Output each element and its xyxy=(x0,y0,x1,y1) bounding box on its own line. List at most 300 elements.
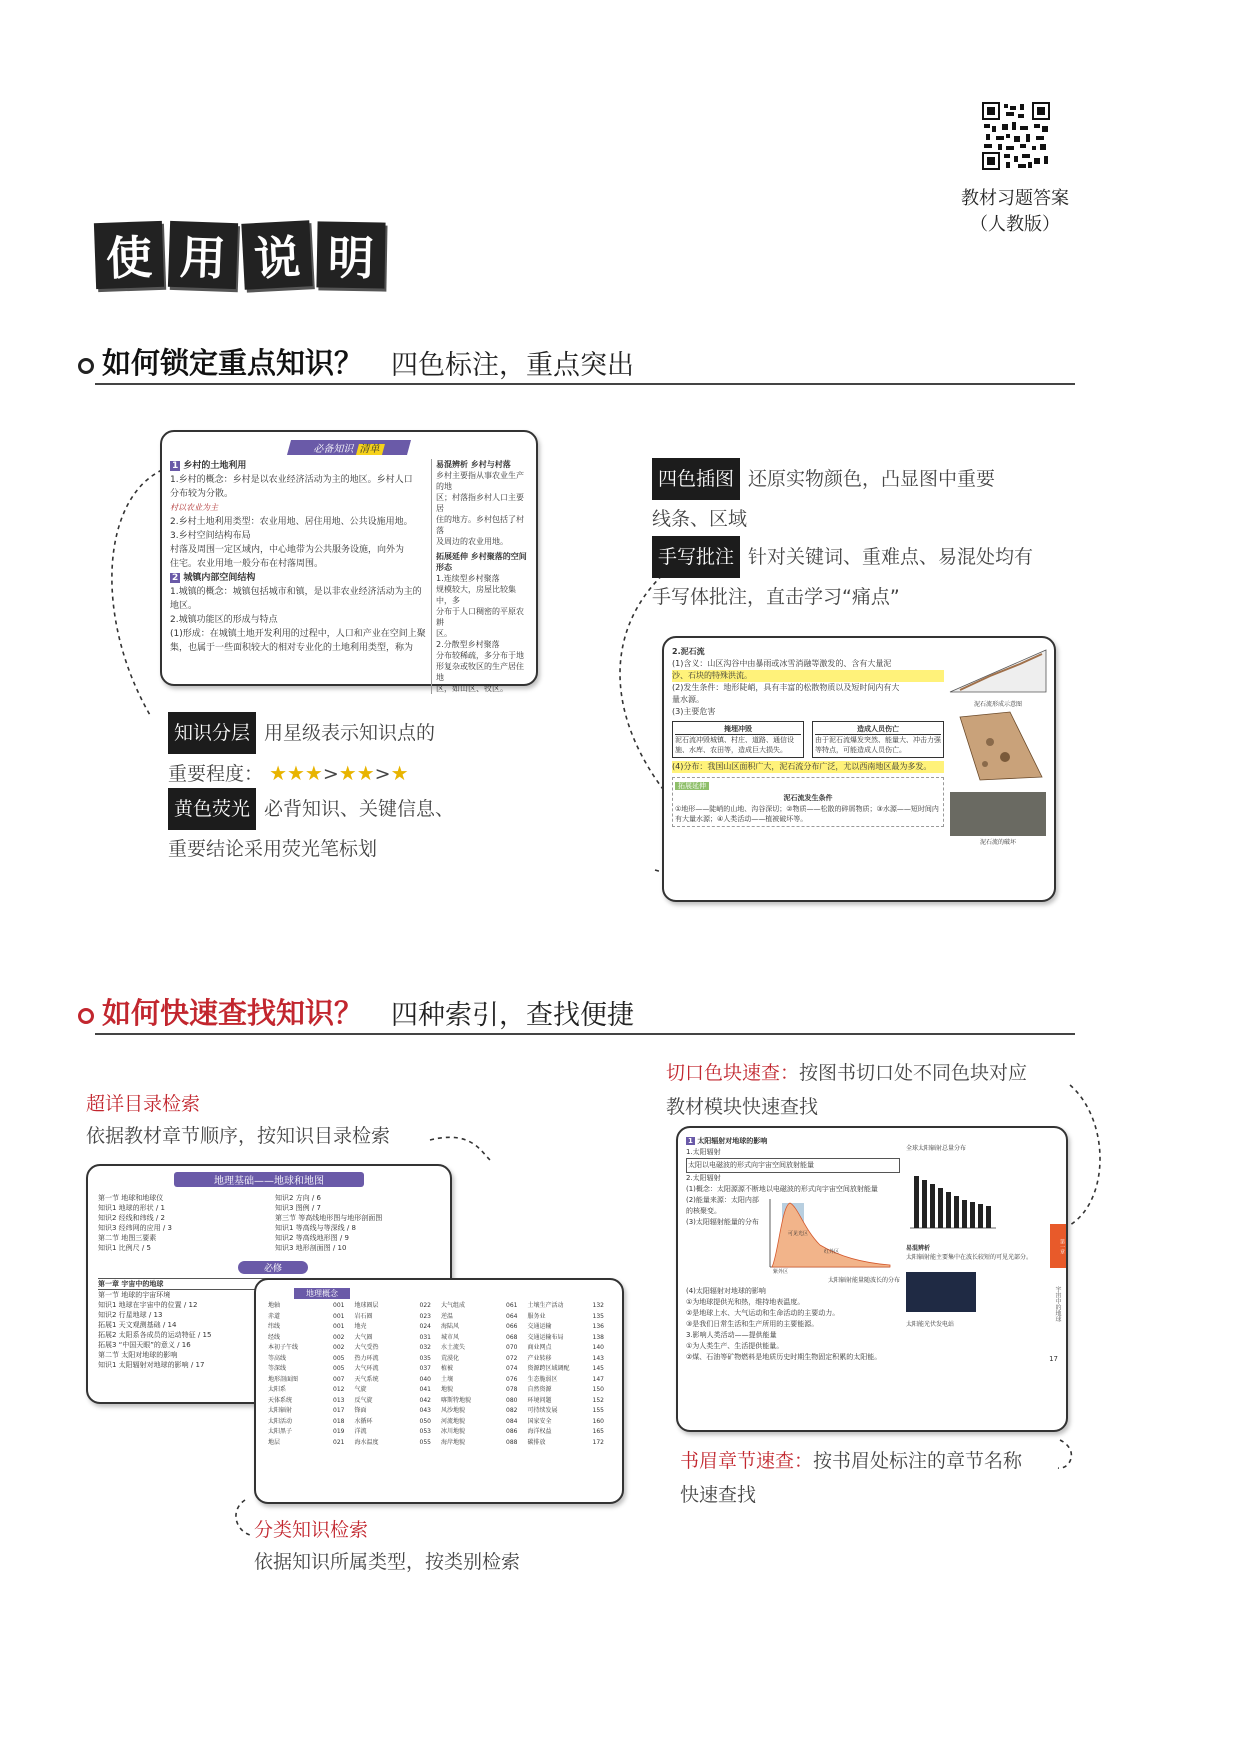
category-page: 172 xyxy=(592,1438,604,1446)
category-term: 冰川地貌 xyxy=(441,1428,466,1435)
category-entry[interactable] xyxy=(268,1322,351,1333)
debris-line: (1)含义：山区沟谷中由暴雨或冰雪消融等激发的、含有大量泥 xyxy=(672,659,892,668)
category-entry[interactable] xyxy=(528,1343,611,1354)
category-entry[interactable] xyxy=(441,1396,524,1407)
category-page: 001 xyxy=(333,1302,345,1309)
debris-figures xyxy=(950,646,1046,850)
category-term: 等深线 xyxy=(268,1365,287,1372)
solar-line: ②煤、石油等矿物燃料是地质历史时期生物固定积累的太阳能。 xyxy=(686,1353,882,1361)
category-entry[interactable] xyxy=(441,1354,524,1365)
figure-caption-2: 泥石流的破坏 xyxy=(979,839,1016,846)
toc-chapter-title: 第一章 宇宙中的地球 xyxy=(98,1278,440,1290)
category-entry[interactable] xyxy=(355,1406,438,1417)
toc-item: 知识1 地球在宇宙中的位置 / 12 xyxy=(98,1301,198,1309)
category-entry[interactable] xyxy=(268,1301,351,1312)
category-page: 165 xyxy=(592,1428,604,1435)
category-entry[interactable] xyxy=(268,1343,351,1354)
category-entry[interactable] xyxy=(441,1333,524,1344)
sidebar-title3: 拓展延伸 xyxy=(436,552,468,561)
category-entry[interactable] xyxy=(268,1396,351,1407)
category-term: 资源跨区域调配 xyxy=(527,1365,570,1372)
sidebar-line: 住的地方。乡村包括了村落 xyxy=(436,515,524,535)
toc-item: 知识1 等高线与等深线 / 8 xyxy=(275,1224,356,1232)
debris-distribution: (4)分布：我国山区面积广大，泥石流分布广泛，尤以西南地区最为多发。 xyxy=(672,761,944,773)
toc-text: 依据教材章节顺序，按知识目录检索 xyxy=(86,1125,391,1147)
category-term: 纬线 xyxy=(268,1323,281,1330)
sidebar-line: 区，如山区、牧区。 xyxy=(436,684,508,693)
category-page: 001 xyxy=(333,1312,345,1320)
category-term: 大气组成 xyxy=(441,1302,466,1309)
category-entry[interactable] xyxy=(528,1322,611,1333)
toc-item: 知识1 太阳辐射对地球的影响 / 17 xyxy=(98,1361,205,1369)
category-entry[interactable] xyxy=(528,1427,611,1438)
category-entry[interactable] xyxy=(528,1438,611,1449)
solar-line: ②是地球上水、大气运动和生命活动的主要动力。 xyxy=(686,1309,840,1317)
sidebar-line: 及周边的农业用地。 xyxy=(436,537,508,546)
knowledge-heading1: 乡村的土地利用 xyxy=(183,461,247,471)
category-page: 043 xyxy=(419,1407,431,1414)
category-page: 076 xyxy=(506,1375,518,1383)
toc-item: 知识2 行星地球 / 13 xyxy=(98,1311,163,1319)
category-page: 017 xyxy=(333,1407,345,1414)
category-page: 013 xyxy=(333,1396,345,1404)
callout-toc xyxy=(86,1088,390,1152)
header-search-text: 按书眉处标注的章节名称 xyxy=(813,1450,1023,1472)
spectrum-caption: 太阳辐射能量随波长的分布 xyxy=(827,1277,900,1284)
color-block-text2: 教材模块快速查找 xyxy=(666,1096,819,1118)
slope-diagram xyxy=(950,646,1046,694)
extension-text: ①地形——陡峭的山地、沟谷深切；②物质——松散的碎屑物质；③水源——短时间内有大量水源；④人类活动——植被破坏等。 xyxy=(675,805,939,823)
category-entry[interactable] xyxy=(268,1354,351,1365)
category-term: 海洋权益 xyxy=(527,1428,552,1435)
toc-chapter-tag: 必修 xyxy=(238,1261,308,1274)
category-tab: 地理概念 xyxy=(294,1288,350,1299)
category-page: 068 xyxy=(506,1333,518,1341)
category-entry[interactable] xyxy=(355,1312,438,1323)
side-note-text: 太阳辐射能主要集中在波长较短的可见光部分。 xyxy=(906,1254,1033,1261)
category-entry[interactable] xyxy=(441,1406,524,1417)
category-page: 072 xyxy=(506,1354,518,1362)
highlight-text2: 重要结论采用荧光笔标划 xyxy=(168,838,378,860)
category-term: 天体系统 xyxy=(268,1396,293,1404)
hazard-box-1-title: 掩埋冲毁 xyxy=(675,724,801,735)
category-page: 018 xyxy=(333,1417,345,1425)
category-term: 海岸地貌 xyxy=(441,1438,466,1446)
toc-label: 超详目录检索 xyxy=(86,1093,201,1115)
highlight-text: 必背知识、关键信息、 xyxy=(264,798,455,820)
sidebar-title2: 乡村与村落 xyxy=(470,460,511,469)
sidebar-title: 易混辨析 xyxy=(436,460,468,469)
category-term: 碳排放 xyxy=(527,1438,546,1446)
category-entry[interactable] xyxy=(355,1427,438,1438)
category-page: 088 xyxy=(506,1438,518,1446)
category-entry[interactable] xyxy=(528,1312,611,1323)
category-page: 012 xyxy=(333,1386,345,1393)
category-page: 160 xyxy=(592,1417,604,1425)
category-entry[interactable] xyxy=(355,1375,438,1386)
category-entry[interactable] xyxy=(528,1396,611,1407)
knowledge-header-text: 必备知识 xyxy=(312,444,356,455)
toc-item: 知识3 地形剖面图 / 10 xyxy=(275,1244,347,1252)
layering-text2: 重要程度： xyxy=(168,763,264,785)
knowledge-line: 分布较为分散。 xyxy=(170,489,234,499)
category-page: 132 xyxy=(592,1302,604,1309)
toc-item: 知识1 地球的形状 / 1 xyxy=(98,1204,165,1212)
handwritten-label: 手写批注 xyxy=(652,536,740,578)
toc-item: 知识2 方向 / 6 xyxy=(275,1194,321,1202)
category-term: 本初子午线 xyxy=(268,1344,299,1351)
category-entry[interactable] xyxy=(268,1438,351,1449)
toc-item: 知识2 等高线地形图 / 9 xyxy=(275,1234,349,1242)
section2-question: 如何快速查找知识？ xyxy=(102,996,364,1030)
category-term: 经线 xyxy=(268,1333,281,1341)
category-entry[interactable] xyxy=(441,1385,524,1396)
knowledge-line: 村落及周围一定区域内，中心地带为公共服务设施，向外为 xyxy=(170,545,405,555)
sample-page-debris-flow xyxy=(662,636,1056,902)
callout-header-search xyxy=(680,1444,1022,1512)
qr-caption-line2: （人教版） xyxy=(970,214,1060,235)
solar-line: 2.太阳辐射 xyxy=(686,1174,721,1182)
debris-line: 量水源。 xyxy=(672,695,704,704)
solar-heading: 太阳辐射对地球的影响 xyxy=(697,1137,768,1145)
color-illustration-text2: 线条、区域 xyxy=(652,508,748,530)
category-entry[interactable] xyxy=(528,1385,611,1396)
section2-header xyxy=(78,986,1078,1032)
toc-item: 第一节 地球的宇宙环境 xyxy=(98,1291,171,1299)
category-entry[interactable] xyxy=(355,1354,438,1365)
qr-caption xyxy=(940,186,1090,238)
category-entry[interactable] xyxy=(355,1385,438,1396)
category-entry[interactable] xyxy=(268,1375,351,1386)
category-term: 地壳 xyxy=(354,1323,367,1330)
handwritten-note: 村以农业为主 xyxy=(170,503,218,512)
sidebar-line: 规模较大，房屋比较集中，多 xyxy=(436,585,516,605)
category-entry[interactable] xyxy=(268,1364,351,1375)
page-number: 17 xyxy=(1049,1355,1058,1363)
category-entry[interactable] xyxy=(355,1301,438,1312)
category-page: 147 xyxy=(592,1375,604,1383)
bar-chart-caption: 全球太阳辐射总量分布 xyxy=(906,1145,967,1152)
category-entry[interactable] xyxy=(441,1343,524,1354)
category-term: 太阳黑子 xyxy=(268,1428,293,1435)
category-term: 地球圈层 xyxy=(354,1302,379,1309)
knowledge-line: 集，也属于一些面积较大的相对专业化的土地利用类型，称为 xyxy=(170,643,414,653)
section1-question: 如何锁定重点知识？ xyxy=(102,346,364,380)
title-char: 明 xyxy=(316,221,385,288)
toc-banner: 地理基础——地球和地图 xyxy=(174,1172,364,1187)
solar-text: 1 太阳辐射对地球的影响 1.太阳辐射 太阳以电磁波的形式向宇宙空间放射能量 2.太阳辐射 (1)概念：太阳源源不断地以电磁波的形式向宇宙空间放射能量 (2)能量来源：太阳内部的核聚变。 (3)太阳辐射能量的分布 紫外区 可见光区 红外区 太阳辐射能量随波长的分布 (4)太阳辐射对地球的影响 ①为地球提供光和热，维持地表温度。 ②是地球上水、大气运动和生命活动的主要动力。 ③是我们日常生活和生产所用的主要能源。 3.影响人类活动——提供能量 ①为人类生产、生活提供能量。 ②煤、石油等矿物燃料是地质历史时期生物固定积累的太阳能。 xyxy=(686,1137,900,1361)
knowledge-sidebar xyxy=(431,459,528,694)
callout-color-block xyxy=(666,1056,1027,1124)
knowledge-header-tag: 清单 xyxy=(356,444,385,455)
sample-page-solar-radiation xyxy=(676,1126,1068,1432)
category-entry[interactable] xyxy=(268,1312,351,1323)
category-term: 逆温 xyxy=(441,1312,454,1320)
knowledge-line: 1.城镇的概念：城镇包括城市和镇，是以非农业经济活动为主的 xyxy=(170,587,422,597)
category-term: 土壤生产活动 xyxy=(527,1302,564,1309)
hazard-box-1-text: 泥石流冲毁城镇、村庄、道路、通信设施、水库、农田等，造成巨大损失。 xyxy=(675,736,794,754)
category-term: 交通运输 xyxy=(527,1323,552,1330)
category-term: 太阳辐射 xyxy=(268,1407,293,1414)
side-note-title: 易混辨析 xyxy=(906,1245,931,1252)
category-term: 海水温度 xyxy=(354,1438,379,1446)
callout-highlight xyxy=(168,788,454,868)
section2-subtitle: 四种索引，查找便捷 xyxy=(391,1000,635,1031)
category-page: 023 xyxy=(419,1312,431,1320)
category-page: 019 xyxy=(333,1428,345,1435)
category-entry[interactable] xyxy=(528,1301,611,1312)
category-term: 地层 xyxy=(268,1438,281,1446)
category-entry[interactable] xyxy=(355,1364,438,1375)
category-entry[interactable] xyxy=(268,1427,351,1438)
qr-code[interactable] xyxy=(982,102,1050,170)
category-entry[interactable] xyxy=(355,1333,438,1344)
knowledge-line: 1.乡村的概念：乡村是以农业经济活动为主的地区。乡村人口 xyxy=(170,475,413,485)
photo-caption: 太阳能光伏发电站 xyxy=(906,1321,955,1328)
extension-title: 泥石流发生条件 xyxy=(783,794,833,802)
debris-photo xyxy=(950,792,1046,836)
category-term: 风沙地貌 xyxy=(441,1407,466,1414)
category-page: 005 xyxy=(333,1354,345,1362)
toc-item: 拓展2 太阳系各成员的运动特征 / 15 xyxy=(98,1331,212,1339)
highlight-label: 黄色荧光 xyxy=(168,788,256,830)
category-entry[interactable] xyxy=(528,1354,611,1365)
category-term: 地貌 xyxy=(441,1386,454,1393)
category-page: 143 xyxy=(592,1354,604,1362)
category-entry[interactable] xyxy=(268,1406,351,1417)
category-entry[interactable] xyxy=(268,1385,351,1396)
toc-item: 第三节 等高线地形图与地形剖面图 xyxy=(275,1214,383,1222)
sample-page-knowledge xyxy=(160,430,538,693)
category-label: 分类知识检索 xyxy=(254,1519,369,1541)
color-block-text: 按图书切口处不同色块对应 xyxy=(799,1062,1028,1084)
solar-line: 太阳以电磁波的形式向宇宙空间放射能量 xyxy=(686,1158,900,1173)
handwritten-text2: 手写体批注，直击学习“痛点” xyxy=(652,586,900,608)
layering-text: 用星级表示知识点的 xyxy=(264,722,436,744)
category-entry[interactable] xyxy=(268,1417,351,1428)
solar-line: ①为地球提供光和热，维持地表温度。 xyxy=(686,1298,805,1306)
qr-caption-line1: 教材习题答案 xyxy=(961,188,1069,209)
category-text: 依据知识所属类型，按类别检索 xyxy=(254,1551,521,1573)
debris-text xyxy=(672,646,944,850)
callout-handwritten xyxy=(652,536,1033,616)
category-term: 地形剖面图 xyxy=(268,1375,299,1383)
extension-tag: 拓展延伸 xyxy=(675,782,709,790)
category-term: 赤道 xyxy=(268,1312,281,1320)
sidebar-line: 乡村主要指从事农业生产的地 xyxy=(436,471,524,491)
category-entry[interactable] xyxy=(441,1322,524,1333)
category-term: 等高线 xyxy=(268,1354,287,1362)
category-entry[interactable] xyxy=(441,1364,524,1375)
category-page: 064 xyxy=(506,1312,518,1320)
star-rating-icon: ★★ xyxy=(338,761,375,785)
knowledge-line: 2.城镇功能区的形成与特点 xyxy=(170,615,278,625)
solar-line: ①为人类生产、生活提供能量。 xyxy=(686,1342,784,1350)
category-page: 080 xyxy=(506,1396,518,1404)
category-term: 海陆风 xyxy=(441,1323,460,1330)
category-term: 自然资源 xyxy=(527,1386,552,1393)
category-column xyxy=(528,1301,611,1448)
section2-divider xyxy=(95,1033,1075,1035)
category-entry[interactable] xyxy=(528,1333,611,1344)
category-entry[interactable] xyxy=(355,1396,438,1407)
category-term: 大气环流 xyxy=(354,1365,379,1372)
category-page: 002 xyxy=(333,1344,345,1351)
chapter-color-tab: 第一章 xyxy=(1050,1224,1066,1268)
sidebar-line: 分布较稀疏，多分布于地 xyxy=(436,651,524,660)
solar-line: (3)太阳辐射能量的分布 xyxy=(686,1218,759,1226)
star-rating-icon: ★ xyxy=(390,761,409,785)
handwritten-text: 针对关键词、重难点、易混处均有 xyxy=(748,546,1034,568)
category-term: 交通运输布局 xyxy=(527,1333,564,1341)
category-page: 055 xyxy=(419,1438,431,1446)
category-entry[interactable] xyxy=(268,1333,351,1344)
category-entry[interactable] xyxy=(441,1417,524,1428)
category-entry[interactable] xyxy=(355,1438,438,1449)
category-term: 大气圈 xyxy=(354,1333,373,1341)
debris-title: 2.泥石流 xyxy=(672,647,705,656)
category-entry[interactable] xyxy=(441,1427,524,1438)
category-page: 084 xyxy=(506,1417,518,1425)
knowledge-header xyxy=(287,440,411,455)
category-entry[interactable] xyxy=(441,1312,524,1323)
category-term: 水循环 xyxy=(354,1417,373,1425)
category-entry[interactable] xyxy=(528,1406,611,1417)
category-term: 产业转移 xyxy=(527,1354,552,1362)
debris-line: 沙、石块的特殊洪流。 xyxy=(672,670,944,682)
category-term: 生态脆弱区 xyxy=(527,1375,558,1383)
category-entry[interactable] xyxy=(355,1417,438,1428)
toc-item: 拓展1 天文观测基础 / 14 xyxy=(98,1321,177,1329)
category-term: 可持续发展 xyxy=(527,1407,558,1414)
knowledge-line: 地区。 xyxy=(170,601,198,611)
title-char: 用 xyxy=(168,221,238,289)
sidebar-line: 2.分散型乡村聚落 xyxy=(436,640,500,649)
sidebar-line: 形复杂或牧区的生产居住地 xyxy=(436,662,524,682)
solar-line: (1)概念：太阳源源不断地以电磁波的形式向宇宙空间放射能量 xyxy=(686,1185,878,1193)
category-page: 002 xyxy=(333,1333,345,1341)
solar-spectrum-chart xyxy=(764,1195,892,1275)
extension-box xyxy=(672,777,944,827)
solar-bar-chart xyxy=(906,1162,998,1232)
sidebar-line: 分布于人口稠密的平原农耕 xyxy=(436,607,524,627)
solar-line: 3.影响人类活动——提供能量 xyxy=(686,1331,777,1339)
category-entry[interactable] xyxy=(441,1301,524,1312)
category-term: 太阳活动 xyxy=(268,1417,293,1425)
category-term: 大气受热 xyxy=(354,1344,379,1351)
knowledge-line: (1)形成：在城镇土地开发利用的过程中，人口和产业在空间上聚 xyxy=(170,629,426,639)
callout-color-illustration xyxy=(652,458,995,538)
solar-line: ③是我们日常生活和生产所用的主要能源。 xyxy=(686,1320,819,1328)
sample-page-category-index xyxy=(254,1278,624,1504)
color-illustration-label: 四色插图 xyxy=(652,458,740,500)
category-page: 040 xyxy=(419,1375,431,1383)
category-page: 035 xyxy=(419,1354,431,1362)
sidebar-title4: 乡村聚落的空间形态 xyxy=(436,552,527,572)
toc-columns xyxy=(88,1193,450,1253)
color-block-label: 切口色块速查： xyxy=(666,1062,800,1084)
toc-item: 第二节 地图三要素 xyxy=(98,1234,157,1242)
star-rating-icon: ★★★ xyxy=(269,761,323,785)
layering-label: 知识分层 xyxy=(168,712,256,754)
sidebar-line: 1.连续型乡村聚落 xyxy=(436,574,500,583)
category-entry[interactable] xyxy=(528,1417,611,1428)
category-page: 070 xyxy=(506,1344,518,1351)
category-entry[interactable] xyxy=(355,1343,438,1354)
category-page: 082 xyxy=(506,1407,518,1414)
knowledge-heading2: 城镇内部空间结构 xyxy=(183,573,256,583)
category-entry[interactable] xyxy=(528,1364,611,1375)
category-entry[interactable] xyxy=(355,1322,438,1333)
debris-line: (2)发生条件：地形陡峭，具有丰富的松散物质以及短时间内有大 xyxy=(672,683,900,692)
category-page: 032 xyxy=(419,1344,431,1351)
toc-item: 知识2 经线和纬线 / 2 xyxy=(98,1214,165,1222)
knowledge-line: 2.乡村土地利用类型：农业用地、居住用地、公共设施用地。 xyxy=(170,517,413,527)
category-page: 135 xyxy=(592,1312,604,1320)
category-term: 岩石圈 xyxy=(354,1312,373,1320)
running-header: 宇宙中的地球 xyxy=(1054,1286,1061,1322)
section1-divider xyxy=(95,383,1075,385)
debris-line: (3)主要危害 xyxy=(672,707,716,716)
category-page: 061 xyxy=(506,1302,518,1309)
category-page: 024 xyxy=(419,1323,431,1330)
sidebar-line: 区。 xyxy=(436,629,452,638)
category-page: 078 xyxy=(506,1386,518,1393)
bullet-icon xyxy=(78,1008,94,1024)
band-label: 红外区 xyxy=(824,1249,840,1255)
category-page: 037 xyxy=(419,1365,431,1372)
category-page: 005 xyxy=(333,1365,345,1372)
toc-item: 知识3 经纬网的应用 / 3 xyxy=(98,1224,172,1232)
band-label: 可见光区 xyxy=(788,1231,809,1237)
category-page: 140 xyxy=(592,1344,604,1351)
solar-side xyxy=(906,1136,1065,1363)
solar-line: (2)能量来源：太阳内部的核聚变。 xyxy=(686,1196,759,1215)
bullet-icon xyxy=(78,358,94,374)
category-page: 074 xyxy=(506,1365,518,1372)
section1-header xyxy=(78,336,1078,382)
category-page: 086 xyxy=(506,1428,518,1435)
category-entry[interactable] xyxy=(441,1375,524,1386)
band-label: 紫外区 xyxy=(773,1269,789,1275)
category-entry[interactable] xyxy=(441,1438,524,1449)
category-page: 050 xyxy=(419,1417,431,1425)
category-term: 气旋 xyxy=(354,1386,367,1393)
hazard-box-1 xyxy=(672,721,804,758)
category-term: 太阳系 xyxy=(268,1386,287,1393)
category-page: 001 xyxy=(333,1323,345,1330)
section1-subtitle: 四色标注，重点突出 xyxy=(391,350,635,381)
solar-line: 1.太阳辐射 xyxy=(686,1148,721,1156)
category-page: 136 xyxy=(592,1323,604,1330)
toc-item: 知识3 图例 / 7 xyxy=(275,1204,321,1212)
title-char: 说 xyxy=(241,220,312,289)
category-column xyxy=(268,1301,351,1448)
category-term: 天气系统 xyxy=(354,1375,379,1383)
category-term: 喀斯特地貌 xyxy=(441,1396,472,1404)
hazard-boxes xyxy=(672,721,944,758)
knowledge-main: 1 乡村的土地利用 1.乡村的概念：乡村是以农业经济活动为主的地区。乡村人口 分布较为分散。 村以农业为主 2.乡村土地利用类型：农业用地、居住用地、公共设施用地。 3.乡村空间结构布局 村落及周围一定区域内，中心地带为公共服务设施，向外为 住宅。农业用地一般分布在村落周围。 2 城镇内部空间结构 1.城镇的概念：城镇包括城市和镇，是以非农业经济活动为主的 地区。 2.城镇功能区的形成与特点 (1)形成：在城镇土地开发利用的过程中，人口和产业在空间上聚 集，也属于一些面积较大的相对专业化的土地利用类型，称为 xyxy=(170,459,431,694)
category-term: 锋面 xyxy=(354,1407,367,1414)
toc-item: 第二节 太阳对地球的影响 xyxy=(98,1351,178,1359)
category-entry[interactable] xyxy=(528,1375,611,1386)
category-term: 城市风 xyxy=(441,1333,460,1341)
page-title xyxy=(95,222,385,288)
category-term: 商业网点 xyxy=(527,1344,552,1351)
color-illustration-text: 还原实物颜色，凸显图中重要 xyxy=(748,468,996,490)
category-term: 水土流失 xyxy=(441,1344,466,1351)
category-page: 155 xyxy=(592,1407,604,1414)
